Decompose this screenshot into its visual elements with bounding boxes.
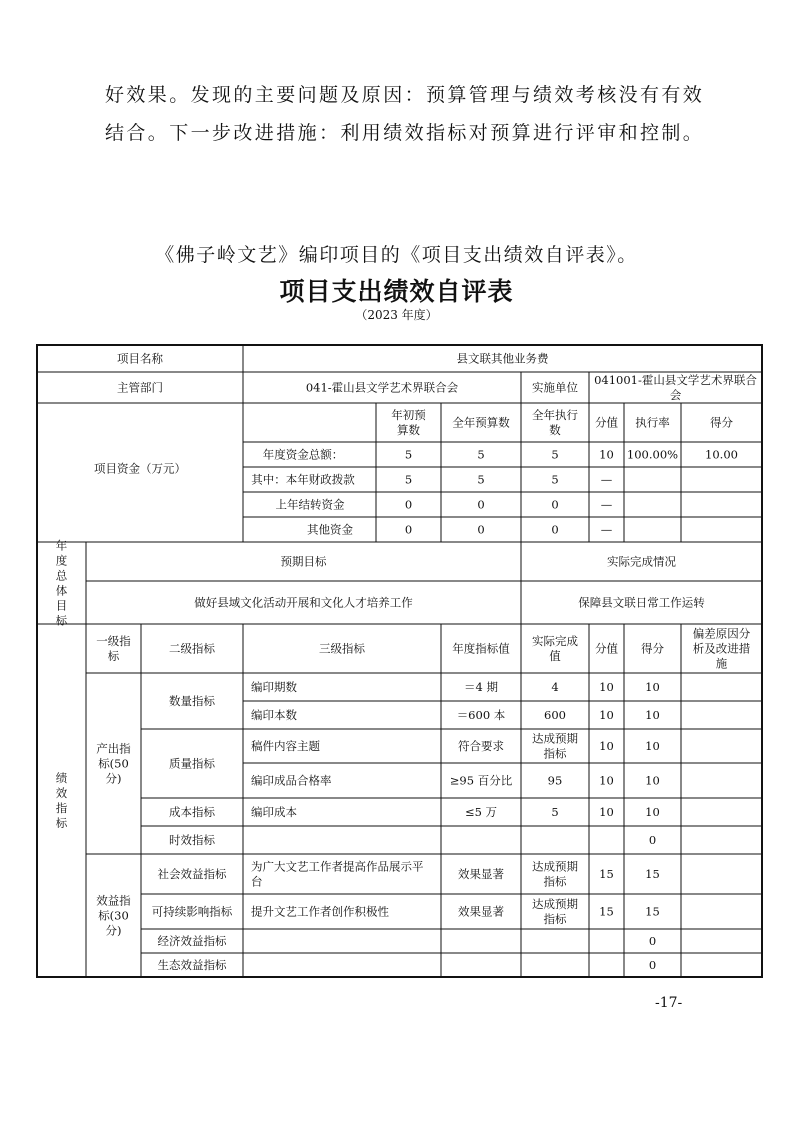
ind-header: 得分 <box>641 641 664 656</box>
funds-header: 算数 <box>397 423 420 437</box>
overall-target-label: 标 <box>55 613 68 628</box>
table-grid <box>37 345 762 977</box>
score: 15 <box>645 867 660 881</box>
score: 10 <box>645 805 660 819</box>
funds-label: 项目资金（万元） <box>94 461 186 476</box>
expected-target-value: 做好县域文化活动开展和文化人才培养工作 <box>194 595 413 610</box>
score-value: 10 <box>599 680 614 694</box>
funds-cell: 0 <box>551 522 559 537</box>
funds-row-label: 上年结转资金 <box>275 497 345 512</box>
level2-indicator: 数量指标 <box>169 694 215 708</box>
benefit-indicator-group: 效益指 <box>96 893 131 908</box>
funds-header: 得分 <box>710 415 733 430</box>
ind-header: 二级指标 <box>169 641 215 656</box>
score: 15 <box>645 904 660 919</box>
funds-cell: 0 <box>551 497 559 512</box>
body-text-line-2: 结合。下一步改进措施：利用绩效指标对预算进行评审和控制。 <box>105 122 705 144</box>
impl-unit-value: 会 <box>669 388 682 402</box>
actual-value: 指标 <box>543 912 567 926</box>
funds-row-label: 其中：本年财政拨款 <box>251 472 355 487</box>
score: 10 <box>645 739 660 753</box>
expected-target-label: 预期目标 <box>280 554 327 569</box>
benefit-indicator-group: 分) <box>105 923 122 938</box>
overall-target-label: 目 <box>55 598 68 613</box>
ind-header: 标 <box>107 649 120 663</box>
funds-cell: 5 <box>551 472 559 487</box>
annual-target-value: ≤5 万 <box>464 805 498 819</box>
output-indicator-group: 标(50 <box>98 756 129 771</box>
level2-indicator: 成本指标 <box>169 805 215 819</box>
overall-target-label: 体 <box>55 583 68 598</box>
performance-indicator-label: 效 <box>55 786 68 800</box>
score: 0 <box>648 934 657 948</box>
table-text <box>56 352 758 973</box>
funds-cell: 100.00% <box>626 447 679 462</box>
funds-header: 年初预 <box>391 408 426 422</box>
level3-indicator: 编印成品合格率 <box>251 773 332 788</box>
funds-header: 全年预算数 <box>452 415 510 430</box>
actual-value: 指标 <box>543 874 567 889</box>
annual-target-value: 效果显著 <box>458 904 504 919</box>
dept-label: 主管部门 <box>117 380 163 395</box>
score-value: 15 <box>599 904 614 919</box>
funds-header: 数 <box>549 423 561 437</box>
level3-indicator: 台 <box>251 874 263 889</box>
table-caption: 《佛子岭文艺》编印项目的《项目支出绩效自评表》。 <box>155 244 638 266</box>
funds-header: 全年执行 <box>532 408 578 422</box>
impl-unit-label: 实施单位 <box>532 380 578 395</box>
funds-cell: 0 <box>404 522 413 537</box>
score-value: 10 <box>599 773 614 788</box>
funds-cell: — <box>600 497 613 512</box>
funds-cell: 10 <box>599 447 614 462</box>
actual-value: 4 <box>551 680 559 694</box>
annual-target-value: ＝600 本 <box>456 708 506 722</box>
actual-value: 指标 <box>543 746 567 761</box>
score: 10 <box>645 773 660 788</box>
output-indicator-group: 分) <box>105 771 122 786</box>
funds-row-label: 其他资金 <box>307 522 353 537</box>
score: 10 <box>645 680 660 694</box>
level2-indicator: 时效指标 <box>169 833 215 847</box>
body-text-line-1: 好效果。发现的主要问题及原因：预算管理与绩效考核没有有效 <box>105 84 705 106</box>
level2-indicator: 可持续影响指标 <box>151 904 233 919</box>
funds-row-label: 年度资金总额： <box>262 447 344 462</box>
funds-cell: 5 <box>477 472 485 487</box>
funds-cell: 0 <box>477 522 485 537</box>
performance-indicator-label: 绩 <box>55 771 68 785</box>
ind-header: 施 <box>715 656 728 671</box>
actual-value: 600 <box>544 708 566 722</box>
score: 10 <box>645 708 660 722</box>
level3-indicator: 稿件内容主题 <box>251 739 320 753</box>
actual-value: 达成预期 <box>532 731 578 746</box>
actual-completion-label: 实际完成情况 <box>607 554 676 569</box>
page-number: -17- <box>655 995 683 1011</box>
level3-indicator: 编印成本 <box>251 805 297 819</box>
level2-indicator: 社会效益指标 <box>157 867 227 881</box>
level3-indicator: 编印本数 <box>251 708 297 722</box>
impl-unit-value: 041001-霍山县文学艺术界联合 <box>594 373 757 387</box>
level2-indicator: 生态效益指标 <box>157 958 227 972</box>
funds-cell: — <box>600 522 613 537</box>
funds-cell: 5 <box>404 447 413 462</box>
score-value: 10 <box>599 708 614 722</box>
form-title: 项目支出绩效自评表 <box>279 277 514 306</box>
ind-header: 偏差原因分 <box>692 626 751 641</box>
score: 0 <box>648 958 657 972</box>
form-year: （2023 年度） <box>355 308 438 322</box>
funds-cell: 5 <box>551 447 559 462</box>
annual-target-value: 效果显著 <box>458 867 504 881</box>
dept-value: 041-霍山县文学艺术界联合会 <box>305 380 459 395</box>
ind-header: 析及改进措 <box>692 641 751 656</box>
overall-target-label: 度 <box>55 553 68 568</box>
score-value: 15 <box>599 867 614 881</box>
actual-value: 5 <box>551 805 559 819</box>
overall-target-label: 年 <box>55 538 68 553</box>
funds-cell: 5 <box>404 472 413 487</box>
score-value: 10 <box>599 739 614 753</box>
performance-indicator-label: 指 <box>55 801 68 815</box>
performance-indicator-label: 标 <box>55 816 68 830</box>
actual-value: 达成预期 <box>532 897 578 911</box>
ind-header: 一级指 <box>96 634 131 648</box>
funds-cell: — <box>600 472 613 487</box>
actual-value: 达成预期 <box>532 859 578 874</box>
overall-target-label: 总 <box>55 568 68 583</box>
table-border <box>37 345 762 977</box>
ind-header: 分值 <box>595 641 618 656</box>
funds-header: 分值 <box>595 415 618 430</box>
level3-indicator: 为广大文艺工作者提高作品展示平 <box>251 859 424 874</box>
funds-cell: 5 <box>477 447 485 462</box>
level2-indicator: 经济效益指标 <box>157 934 227 948</box>
annual-target-value: 符合要求 <box>458 739 504 753</box>
level3-indicator: 编印期数 <box>251 680 297 694</box>
funds-cell: 0 <box>404 497 413 512</box>
funds-cell: 0 <box>477 497 485 512</box>
ind-header: 实际完成 <box>532 634 578 648</box>
score: 0 <box>648 833 657 847</box>
annual-target-value: ＝4 期 <box>464 680 498 694</box>
annual-target-value: ≥95 百分比 <box>449 773 513 788</box>
level2-indicator: 质量指标 <box>169 756 215 771</box>
output-indicator-group: 产出指 <box>96 741 131 756</box>
level3-indicator: 提升文艺工作者创作积极性 <box>251 904 389 919</box>
project-name-value: 县文联其他业务费 <box>456 351 549 366</box>
actual-completion-value: 保障县文联日常工作运转 <box>578 595 705 610</box>
ind-header: 三级指标 <box>319 641 365 656</box>
score-value: 10 <box>599 805 614 819</box>
funds-cell: 10.00 <box>705 447 738 462</box>
benefit-indicator-group: 标(30 <box>98 908 129 923</box>
funds-header: 执行率 <box>635 415 670 430</box>
actual-value: 95 <box>547 773 563 788</box>
project-name-label: 项目名称 <box>117 351 163 366</box>
ind-header: 年度指标值 <box>452 641 510 656</box>
ind-header: 值 <box>549 649 561 663</box>
